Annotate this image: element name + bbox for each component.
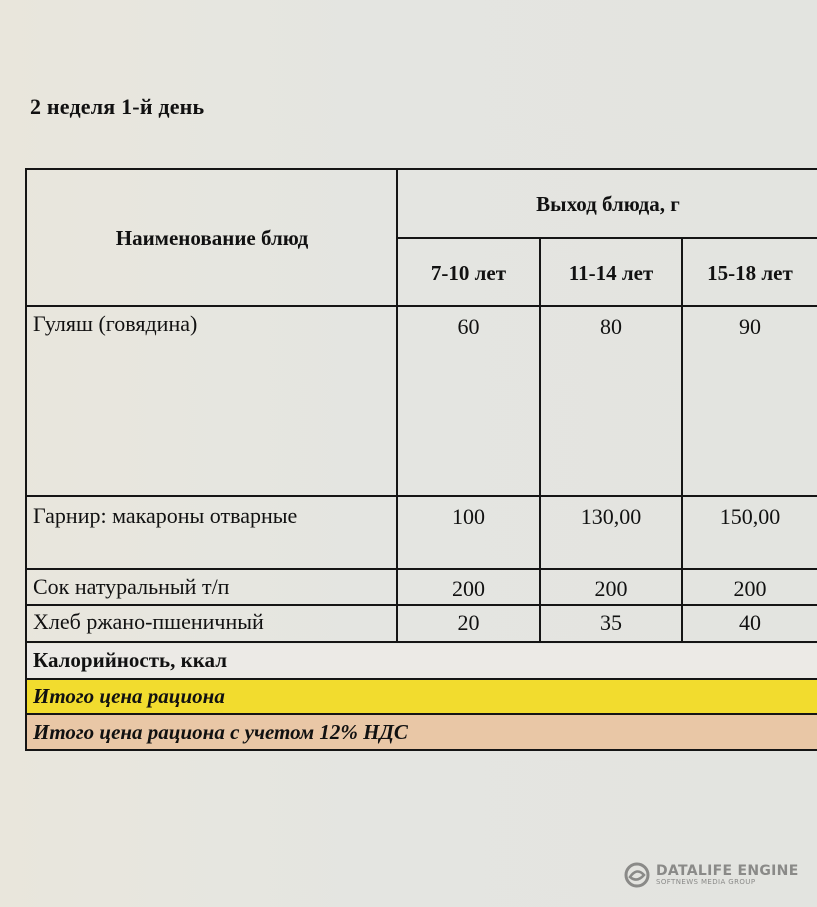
dish-name: Гуляш (говядина): [33, 311, 198, 336]
table-rule: [25, 568, 817, 570]
dish-name: Хлеб ржано-пшеничный: [33, 609, 264, 634]
yield-value: 35: [600, 610, 622, 635]
column-header-dish-name: Наименование блюд: [115, 225, 309, 250]
dish-name: Сок натуральный т/п: [33, 574, 230, 599]
column-header-age-11-14: 11-14 лет: [568, 260, 654, 285]
datalife-logo-icon: [624, 862, 650, 888]
column-header-yield: Выход блюда, г: [536, 191, 680, 216]
table-rule: [25, 678, 817, 680]
table-rule: [25, 604, 817, 606]
yield-value: 130,00: [580, 504, 642, 529]
table-rule: [25, 641, 817, 643]
yield-value: 80: [600, 314, 622, 339]
watermark: [624, 862, 799, 888]
yield-value: 200: [733, 576, 767, 601]
calories-label: Калорийность, ккал: [33, 648, 227, 672]
yield-value: 40: [739, 610, 761, 635]
watermark-subtitle: SOFTNEWS MEDIA GROUP: [656, 877, 756, 886]
total-price-vat-label: Итого цена рациона с учетом 12% НДС: [33, 720, 408, 744]
column-header-age-7-10: 7-10 лет: [430, 260, 507, 285]
watermark-title: DATALIFE ENGINE: [656, 862, 799, 879]
yield-value: 90: [739, 314, 761, 339]
table-border-bottom: [25, 749, 817, 751]
table-rule: [25, 495, 817, 497]
yield-value: 150,00: [719, 504, 781, 529]
yield-value: 20: [457, 610, 480, 635]
dish-name: Гарнир: макароны отварные: [33, 503, 298, 528]
total-price-label: Итого цена рациона: [33, 684, 225, 708]
page-title: 2 неделя 1-й день: [30, 94, 205, 119]
yield-value: 60: [457, 314, 480, 339]
yield-value: 200: [594, 576, 628, 601]
column-header-age-15-18: 15-18 лет: [707, 260, 793, 285]
yield-value: 200: [452, 576, 485, 601]
table-rule: [25, 713, 817, 715]
yield-value: 100: [452, 504, 485, 529]
